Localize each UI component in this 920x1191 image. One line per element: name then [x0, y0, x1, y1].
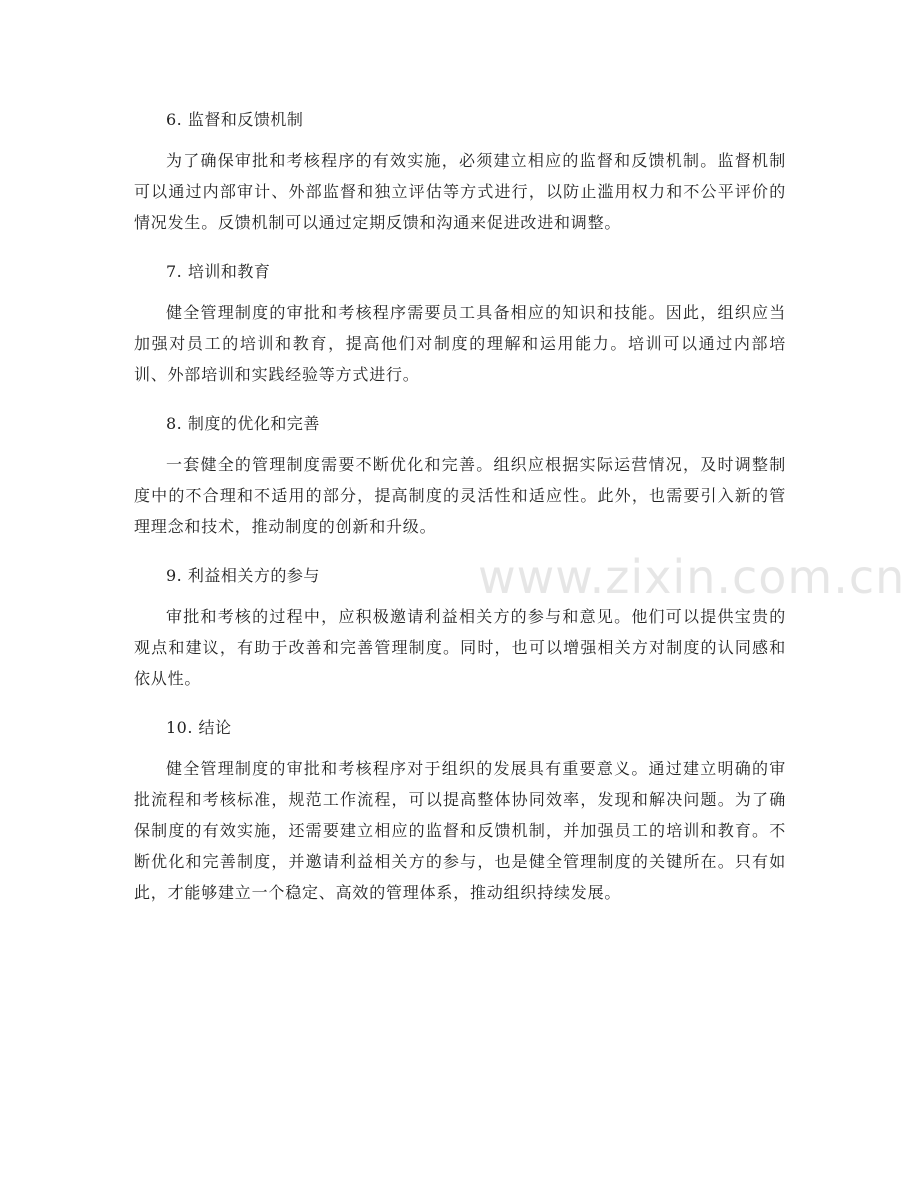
section-9: [134, 556, 786, 694]
document-page: [134, 100, 786, 922]
section-heading: 6. 监督和反馈机制: [166, 110, 304, 129]
section-8: [134, 404, 786, 542]
section-heading: 8. 制度的优化和完善: [166, 414, 320, 433]
section-paragraph: 审批和考核的过程中，应积极邀请利益相关方的参与和意见。他们可以提供宝贵的观点和建议，有助于改善和完善管理制度。同时，也可以增强相关方对制度的认同感和依从性。: [134, 607, 786, 688]
watermark: www.zixin.com.cn: [478, 550, 906, 604]
section-heading: 10. 结论: [166, 718, 232, 737]
section-paragraph: 健全管理制度的审批和考核程序对于组织的发展具有重要意义。通过建立明确的审批流程和考核标准，规范工作流程，可以提高整体协同效率，发现和解决问题。为了确保制度的有效实施，还需要建立相应的监督和反馈机制，并加强员工的培训和教育。不断优化和完善制度，并邀请利益相关方的参与，也是健全管理制度的关键所在。只有如此，才能够建立一个稳定、高效的管理体系，推动组织持续发展。: [134, 759, 786, 902]
section-heading: 7. 培训和教育: [166, 262, 271, 281]
section-paragraph: 一套健全的管理制度需要不断优化和完善。组织应根据实际运营情况，及时调整制度中的不合理和不适用的部分，提高制度的灵活性和适应性。此外，也需要引入新的管理理念和技术，推动制度的创新和升级。: [134, 455, 786, 536]
section-6: [134, 100, 786, 238]
section-10: [134, 708, 786, 908]
section-7: [134, 252, 786, 390]
section-heading: 9. 利益相关方的参与: [166, 566, 320, 585]
section-paragraph: 健全管理制度的审批和考核程序需要员工具备相应的知识和技能。因此，组织应当加强对员工的培训和教育，提高他们对制度的理解和运用能力。培训可以通过内部培训、外部培训和实践经验等方式进行。: [134, 303, 786, 384]
section-paragraph: 为了确保审批和考核程序的有效实施，必须建立相应的监督和反馈机制。监督机制可以通过内部审计、外部监督和独立评估等方式进行，以防止滥用权力和不公平评价的情况发生。反馈机制可以通过定期反馈和沟通来促进改进和调整。: [134, 151, 786, 232]
